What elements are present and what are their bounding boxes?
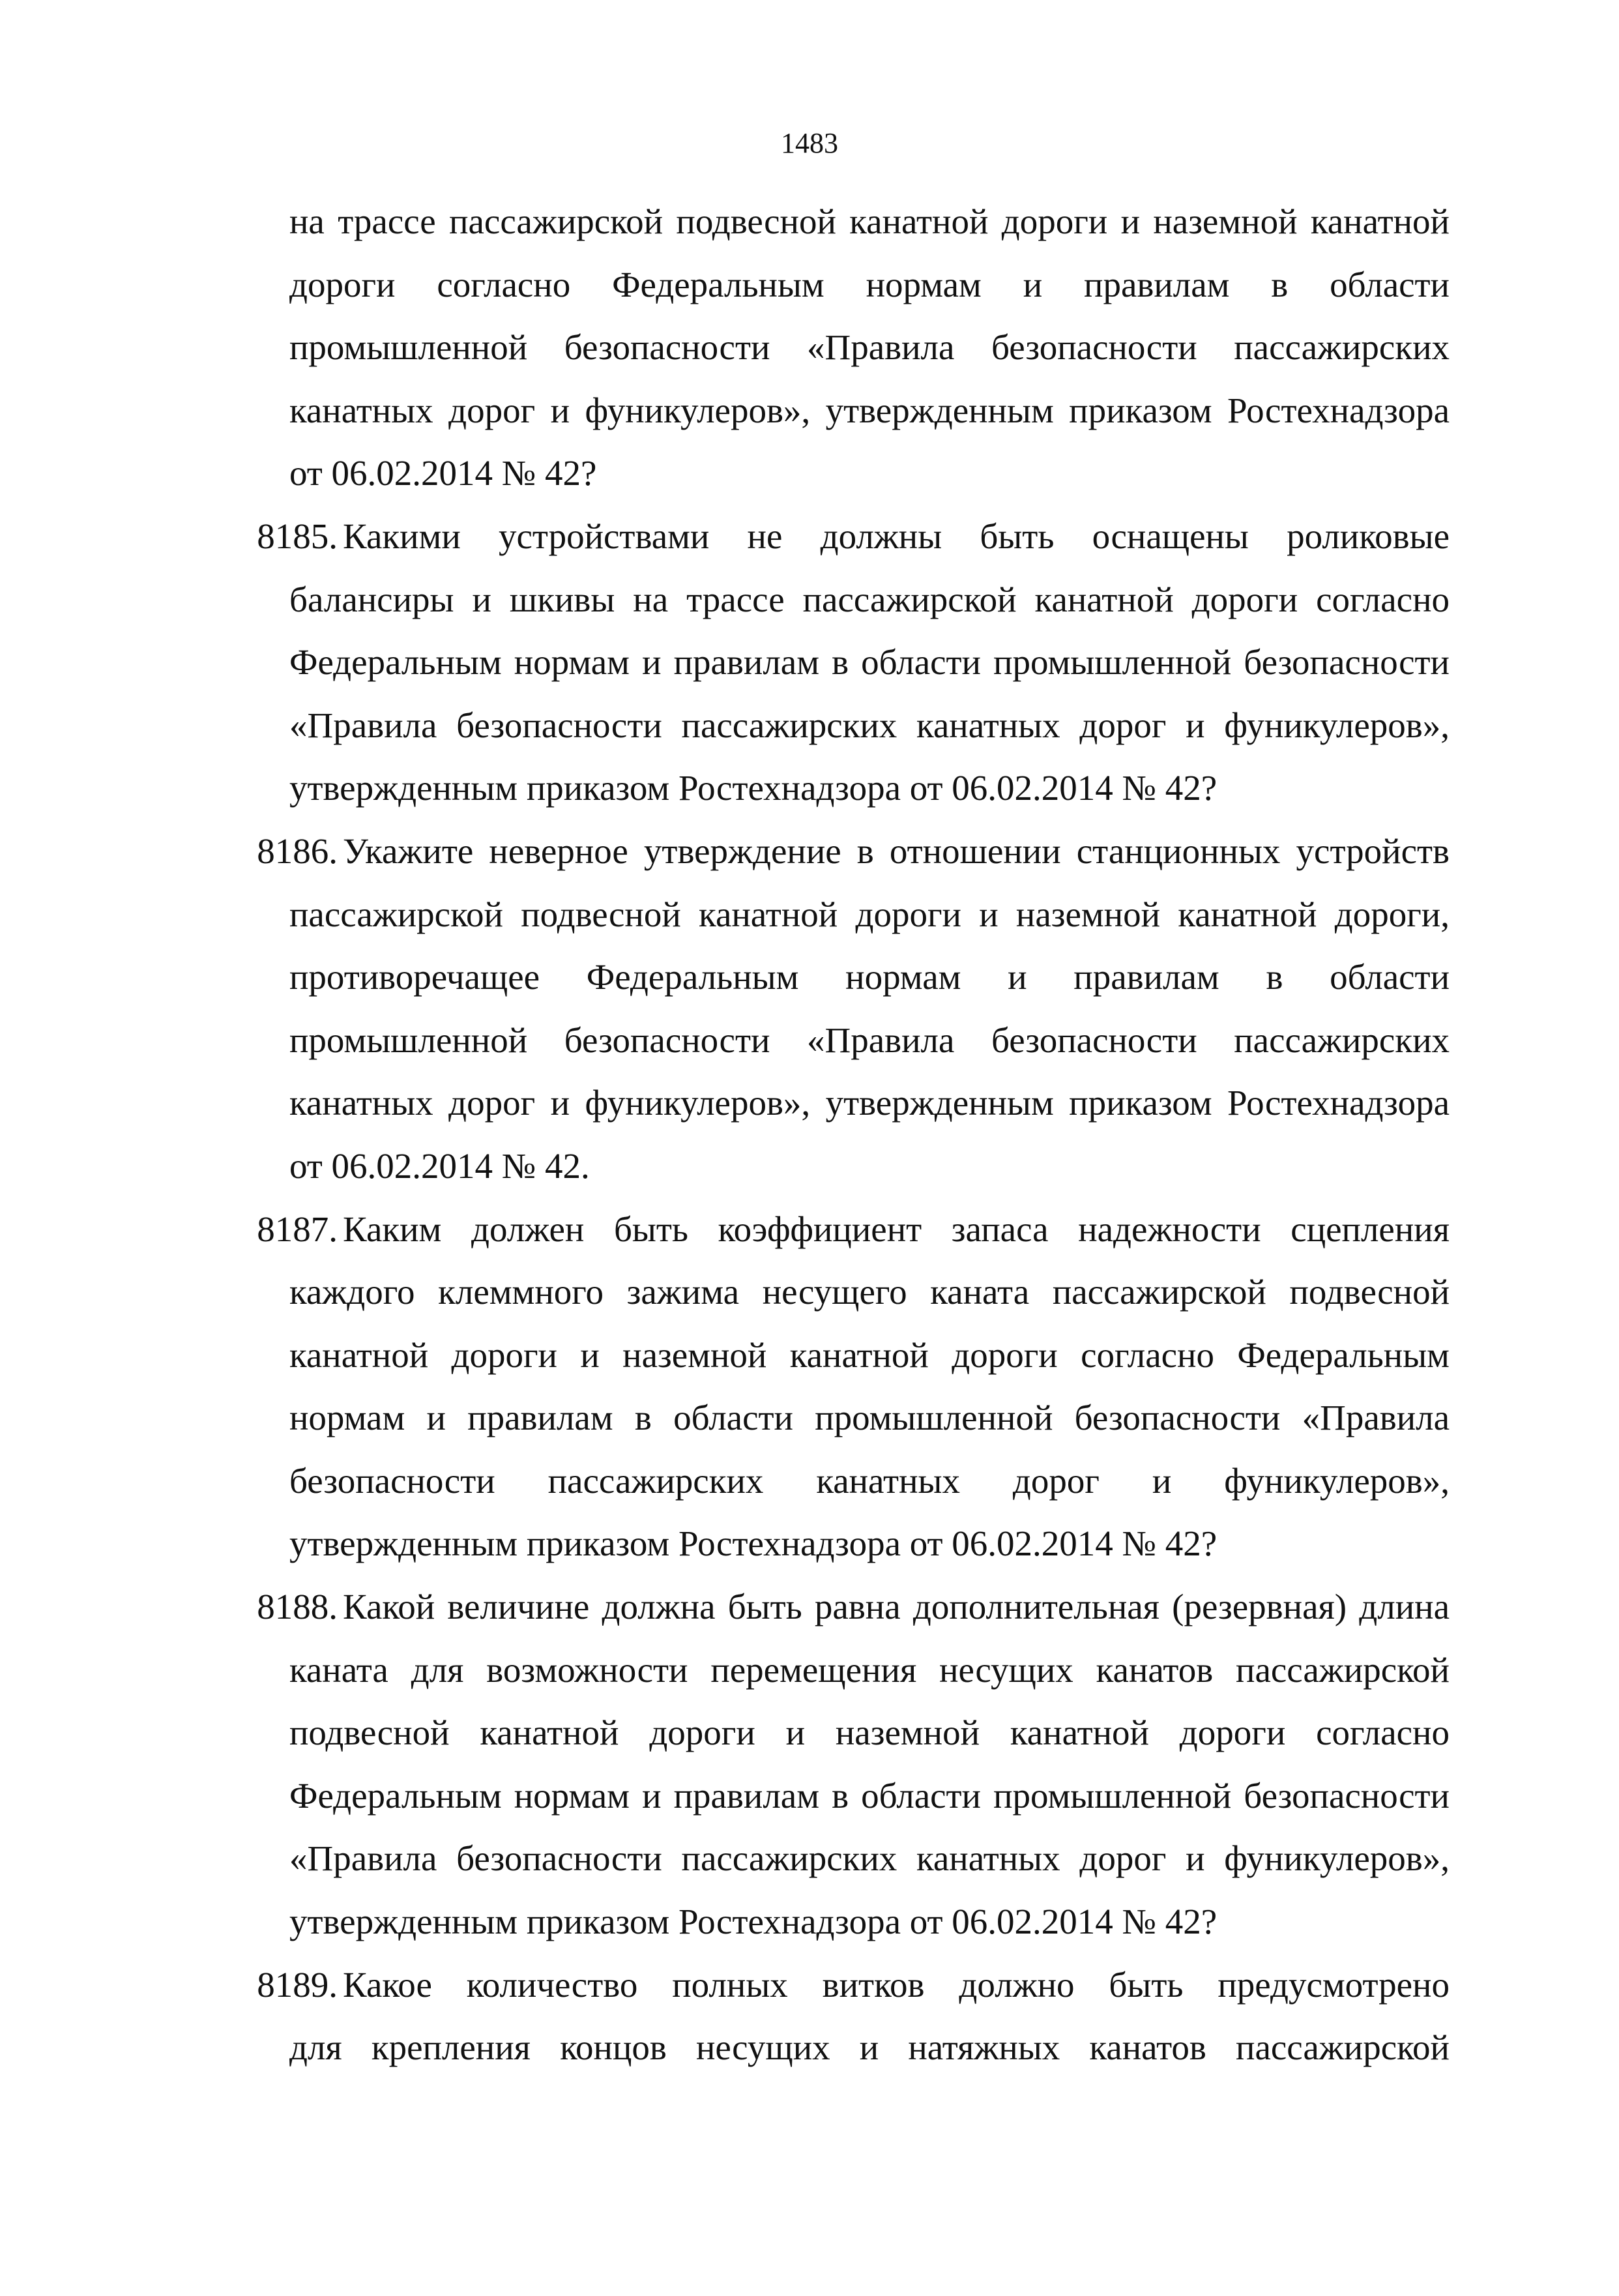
question-number: 8189.: [257, 1964, 338, 2005]
text-line: безопасности пассажирских канатных дорог и фуникулеров»,: [289, 1460, 1450, 1501]
text-line: утвержденным приказом Ростехнадзора от 06.02.2014 № 42?: [289, 1902, 1218, 1942]
text-line: «Правила безопасности пассажирских канатных дорог и фуникулеров»,: [289, 1838, 1450, 1879]
questions-list: [257, 190, 1450, 2080]
text-line: Какой величине должна быть равна дополнительная (резервная) длина: [343, 1587, 1450, 1627]
text-line: утвержденным приказом Ростехнадзора от 06.02.2014 № 42?: [289, 1523, 1218, 1564]
text-line: промышленной безопасности «Правила безопасности пассажирских: [289, 327, 1450, 368]
page-number: 1483: [781, 127, 838, 159]
text-line: каната для возможности перемещения несущих канатов пассажирской: [289, 1649, 1450, 1690]
text-line: каждого клеммного зажима несущего каната пассажирской подвесной: [289, 1272, 1450, 1312]
question-item: [257, 820, 1450, 1198]
question-number: 8188.: [257, 1587, 338, 1627]
question-item: [257, 505, 1450, 820]
text-line: Федеральным нормам и правилам в области промышленной безопасности: [289, 1775, 1450, 1816]
text-line: Укажите неверное утверждение в отношении станционных устройств: [343, 831, 1450, 871]
question-number: 8187.: [257, 1209, 338, 1249]
text-line: Каким должен быть коэффициент запаса надежности сцепления: [343, 1209, 1450, 1249]
text-line: на трассе пассажирской подвесной канатной дороги и наземной канатной: [289, 201, 1450, 241]
question-number: 8186.: [257, 831, 338, 871]
question-continuation: [289, 190, 1450, 505]
text-line: от 06.02.2014 № 42.: [289, 1145, 590, 1186]
text-line: «Правила безопасности пассажирских канатных дорог и фуникулеров»,: [289, 705, 1450, 745]
text-line: противоречащее Федеральным нормам и правилам в области: [289, 957, 1450, 997]
text-line: Какими устройствами не должны быть оснащены роликовые: [343, 516, 1450, 556]
text-line: балансиры и шкивы на трассе пассажирской канатной дороги согласно: [289, 579, 1450, 619]
text-line: утвержденным приказом Ростехнадзора от 06.02.2014 № 42?: [289, 768, 1218, 808]
text-line: канатных дорог и фуникулеров», утвержденным приказом Ростехнадзора: [289, 390, 1450, 430]
text-line: канатных дорог и фуникулеров», утвержденным приказом Ростехнадзора: [289, 1083, 1450, 1123]
question-item: [257, 1198, 1450, 1576]
text-line: пассажирской подвесной канатной дороги и наземной канатной дороги,: [289, 894, 1450, 934]
text-line: дороги согласно Федеральным нормам и правилам в области: [289, 264, 1450, 304]
text-line: нормам и правилам в области промышленной безопасности «Правила: [289, 1398, 1450, 1438]
text-line: промышленной безопасности «Правила безопасности пассажирских: [289, 1020, 1450, 1060]
text-line: для крепления концов несущих и натяжных канатов пассажирской: [289, 2027, 1450, 2068]
text-line: Какое количество полных витков должно быть предусмотрено: [343, 1964, 1450, 2005]
question-item: [257, 1954, 1450, 2080]
question-item: [257, 1576, 1450, 1954]
text-line: Федеральным нормам и правилам в области промышленной безопасности: [289, 642, 1450, 683]
text-line: подвесной канатной дороги и наземной канатной дороги согласно: [289, 1713, 1450, 1753]
text-line: от 06.02.2014 № 42?: [289, 453, 597, 493]
text-line: канатной дороги и наземной канатной дороги согласно Федеральным: [289, 1334, 1450, 1375]
question-number: 8185.: [257, 516, 338, 556]
